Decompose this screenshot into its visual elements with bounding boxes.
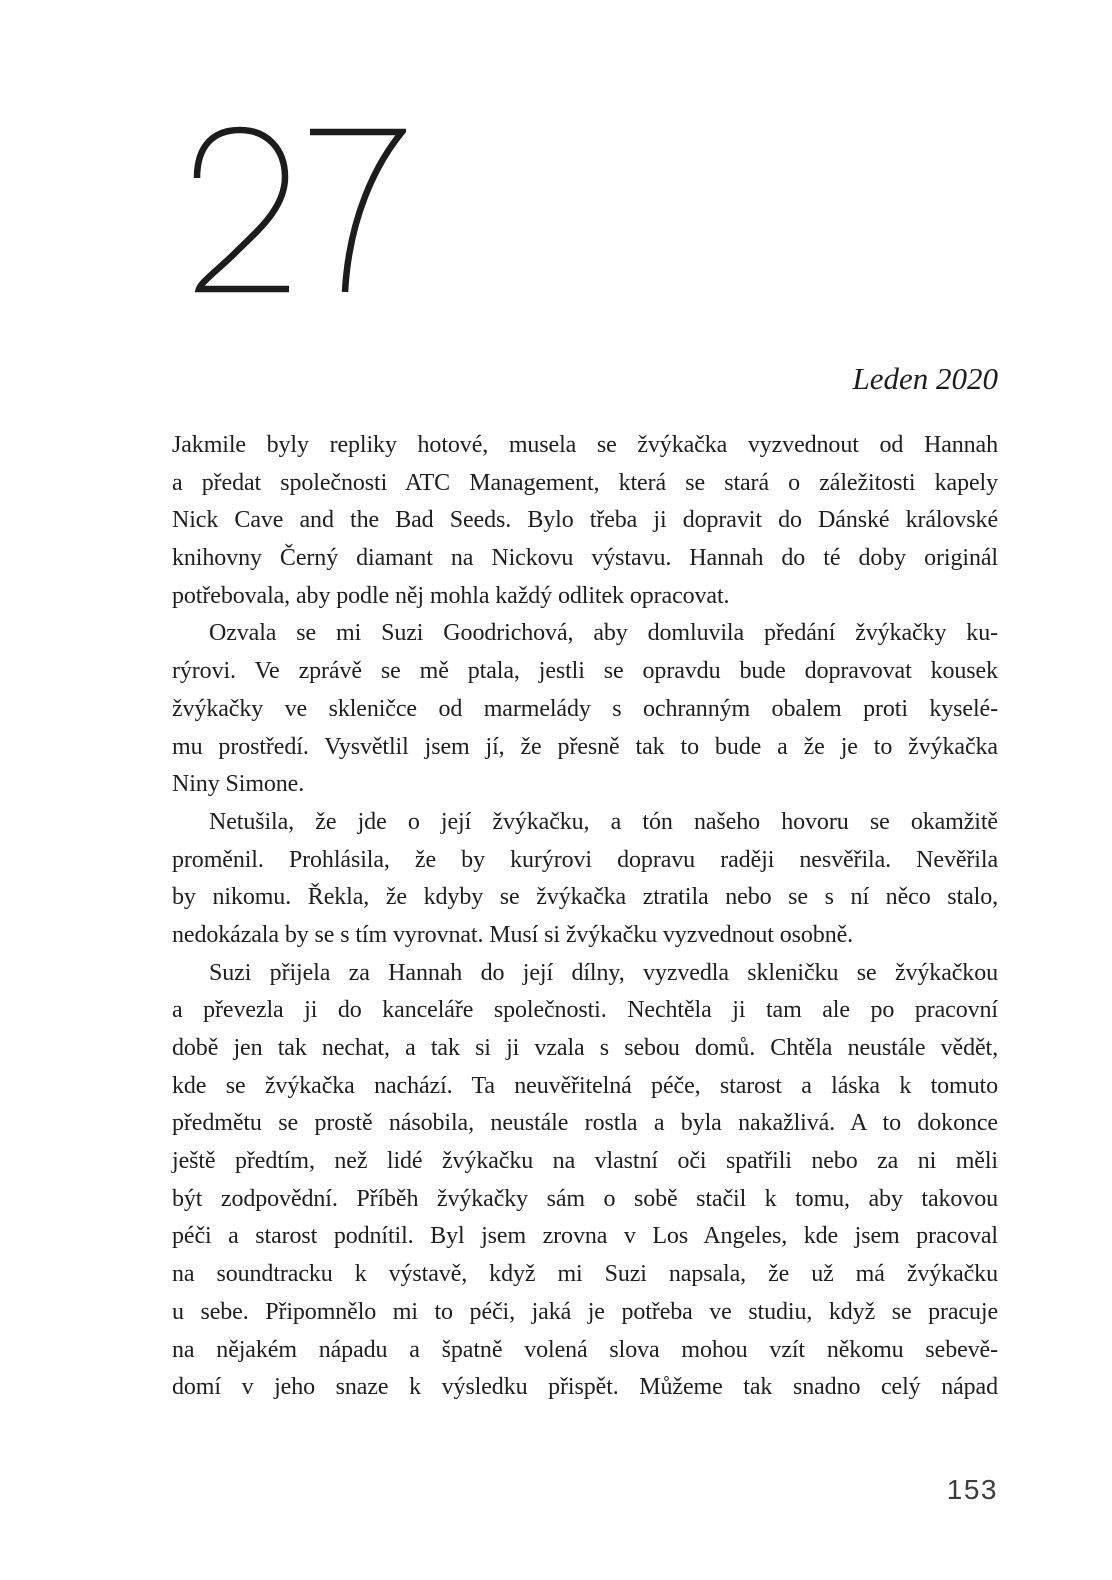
text-line: žvýkačky ve skleničce od marmelády s ochranným obalem proti kyselé- [172,695,998,722]
text-line: rýrovi. Ve zprávě se mě ptala, jestli se opravdu bude dopravovat kousek [172,658,998,685]
page-number: 153 [946,1474,998,1505]
text-line: době jen tak nechat, a tak si ji vzala s sebou domů. Chtěla neustále vědět, [172,1035,998,1061]
text-line: proměnil. Prohlásila, že by kurýrovi dopravu raději nesvěřila. Nevěřila [172,846,998,873]
text-line: a předat společnosti ATC Management, která se stará o záležitosti kapely [172,469,998,496]
chapter-number-glyph [192,126,406,296]
text-line: předmětu se prostě násobila, neustále rostla a byla nakažlivá. A to dokonce [172,1110,998,1137]
text-line: na nějakém nápadu a špatně volená slova mohou vzít někomu sebevě- [172,1336,998,1363]
text-line: Jakmile byly repliky hotové, musela se žvýkačka vyzvednout od Hannah [172,432,998,458]
text-line: by nikomu. Řekla, že kdyby se žvýkačka ztratila nebo se s ní něco stalo, [172,884,998,911]
text-line: kde se žvýkačka nachází. Ta neuvěřitelná péče, starost a láska k tomuto [172,1072,998,1099]
text-line: Nick Cave and the Bad Seeds. Bylo třeba ji dopravit do Dánské královské [172,507,998,534]
text-line: knihovny Černý diamant na Nickovu výstavu. Hannah do té doby originál [172,545,998,572]
text-line: ještě předtím, než lidé žvýkačku na vlastní oči spatřili nebo za ni měli [172,1148,998,1175]
text-line: nedokázala by se s tím vyrovnat. Musí si žvýkačku vyzvednout osobně. [172,921,854,948]
text-line: na soundtracku k výstavě, když mi Suzi napsala, že už má žvýkačku [172,1261,998,1288]
text-line: Netušila, že jde o její žvýkačku, a tón našeho hovoru se okamžitě [209,808,998,835]
text-line: Niny Simone. [172,771,305,798]
chapter-date: Leden 2020 [852,361,998,396]
text-line: Suzi přijela za Hannah do její dílny, vyzvedla skleničku se žvýkačkou [209,959,998,986]
text-line: mu prostředí. Vysvětlil jsem jí, že přesně tak to bude a že je to žvýkačka [172,733,998,760]
body-text [172,427,998,1407]
text-line: potřebovala, aby podle něj mohla každý odlitek opracovat. [172,582,730,609]
text-line: u sebe. Připomnělo mi to péči, jaká je potřeba ve studiu, když se pracuje [172,1298,998,1325]
text-line: Ozvala se mi Suzi Goodrichová, aby domluvila předání žvýkačky ku- [209,620,998,647]
chapter-number [192,126,406,296]
text-line: být zodpovědní. Příběh žvýkačky sám o sobě stačil k tomu, aby takovou [172,1185,998,1212]
text-line: péči a starost podnítil. Byl jsem zrovna v Los Angeles, kde jsem pracoval [172,1223,998,1250]
text-line: a převezla ji do kanceláře společnosti. Nechtěla ji tam ale po pracovní [172,997,998,1024]
text-line: domí v jeho snaze k výsledku přispět. Můžeme tak snadno celý nápad [172,1374,998,1401]
